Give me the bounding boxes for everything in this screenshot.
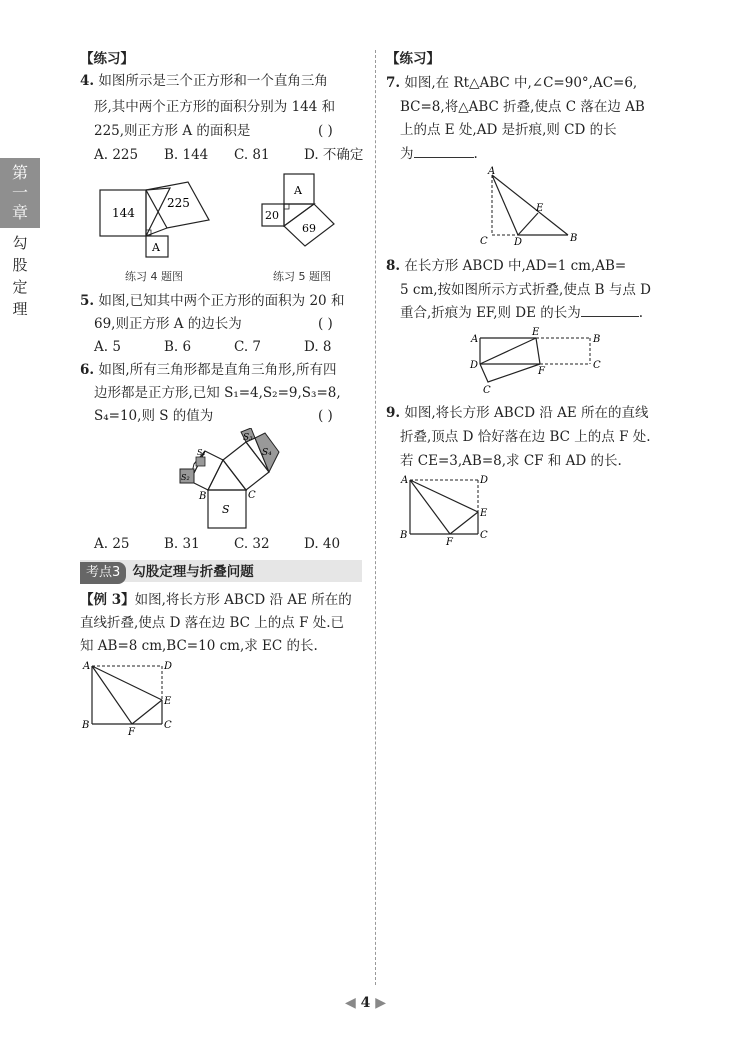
q5-line-1 xyxy=(80,290,344,312)
q5-text: 如图,已知其中两个正方形的面积为 20 和 xyxy=(98,293,345,309)
example3-label: 【例 3】 xyxy=(80,592,135,608)
q9-fig-label-c: C xyxy=(480,530,488,541)
q5-line-2: 69,则正方形 A 的边长为 xyxy=(94,316,242,332)
chapter-title-char: 股 xyxy=(12,256,28,274)
page-number-value: 4 xyxy=(360,995,371,1011)
q7-fig-label-b: B xyxy=(570,233,578,244)
q4-text: 如图所示是三个正方形和一个直角三角 xyxy=(98,73,328,89)
q8-line-1 xyxy=(386,255,626,277)
example3-line-1 xyxy=(80,589,352,611)
q5-paren: ( ) xyxy=(318,316,333,332)
q8-fig-label-c: C xyxy=(593,360,601,371)
column-divider xyxy=(375,50,376,985)
q9-fig-label-f: F xyxy=(446,537,453,548)
q9-fig-label-b: B xyxy=(400,530,408,541)
q4-figure xyxy=(95,180,220,260)
q8-fig-label-f: F xyxy=(538,366,545,377)
q6-option-d: D. 40 xyxy=(304,536,341,552)
q8-text: 重合,折痕为 EF,则 DE 的长为 xyxy=(400,305,581,321)
q5-option-c: C. 7 xyxy=(234,339,262,355)
topic-title: 勾股定理与折叠问题 xyxy=(132,564,254,580)
q8-number: 8. xyxy=(386,258,401,274)
example3-text: 如图,将长方形 ABCD 沿 AE 所在的 xyxy=(134,592,352,608)
q7-fig-label-e: E xyxy=(536,203,544,214)
q6-fig-label-s4: S₄ xyxy=(262,448,272,458)
example3-fig-label-a: A xyxy=(83,661,91,672)
q9-fig-label-a: A xyxy=(401,475,409,486)
chapter-char: 章 xyxy=(11,203,28,222)
q9-number: 9. xyxy=(386,405,401,421)
q6-text: 如图,所有三角形都是直角三角形,所有四 xyxy=(98,362,337,378)
q7-fig-label-d: D xyxy=(514,237,523,247)
q6-fig-label-s1: S₁ xyxy=(197,448,206,457)
q6-option-b: B. 31 xyxy=(164,536,200,552)
q4-option-a: A. 225 xyxy=(94,147,139,163)
q6-fig-label-s: S xyxy=(222,503,230,516)
q6-line-3: S₄=10,则 S 的值为 xyxy=(94,408,214,424)
q4-fig-label: A xyxy=(152,241,160,254)
q7-number: 7. xyxy=(386,75,401,91)
q4-line-1 xyxy=(80,70,328,92)
q8-line-3 xyxy=(400,302,643,324)
q6-line-2: 边形都是正方形,已知 S₁=4,S₂=9,S₃=8, xyxy=(94,385,341,401)
q4-option-c: C. 81 xyxy=(234,147,270,163)
q8-fig-label-b: B xyxy=(593,334,601,345)
q8-fig-label-d: D xyxy=(470,360,479,371)
q7-fig-label-c: C xyxy=(480,236,488,247)
example3-fig-label-b: B xyxy=(82,720,90,731)
q5-fig-label: 69 xyxy=(302,222,316,235)
next-arrow-icon: ▶ xyxy=(375,995,387,1011)
q4-line-3: 225,则正方形 A 的面积是 xyxy=(94,123,251,139)
chapter-title-char: 勾 xyxy=(12,234,28,252)
q8-fig-label-e: E xyxy=(532,327,540,338)
q4-fig-label: 144 xyxy=(112,206,135,220)
example3-figure xyxy=(80,656,180,738)
q8-text: 在长方形 ABCD 中,AD=1 cm,AB= xyxy=(404,258,627,274)
q5-figure xyxy=(258,172,338,264)
q6-fig-label-s2: S₂ xyxy=(181,473,190,482)
q4-fig-label: 225 xyxy=(167,196,190,210)
q6-fig-label-c: C xyxy=(248,490,256,501)
q6-line-1 xyxy=(80,359,336,381)
q9-line-1 xyxy=(386,402,649,424)
page-number xyxy=(345,995,386,1011)
q5-fig-label: 20 xyxy=(265,209,279,222)
q6-option-c: C. 32 xyxy=(234,536,270,552)
topic-banner xyxy=(80,560,362,582)
q4-number: 4. xyxy=(80,73,95,89)
q7-tail: . xyxy=(473,146,478,162)
q4-option-d: D. 不确定 xyxy=(304,147,364,163)
example3-fig-label-d: D xyxy=(164,661,173,672)
practice-header: 【练习】 xyxy=(80,51,134,67)
q7-text: 为 xyxy=(400,146,414,162)
q4-paren: ( ) xyxy=(318,123,333,139)
q4-caption: 练习 4 题图 xyxy=(125,270,183,283)
q7-line-3: 上的点 E 处,AD 是折痕,则 CD 的长 xyxy=(400,122,617,138)
q7-figure xyxy=(476,165,586,247)
q4-line-2: 形,其中两个正方形的面积分别为 144 和 xyxy=(94,99,336,115)
q5-caption: 练习 5 题图 xyxy=(273,270,331,283)
q8-answer-blank[interactable] xyxy=(581,302,639,317)
q5-fig-label: A xyxy=(294,184,302,197)
q6-fig-label-b: B xyxy=(199,491,207,502)
q9-line-3: 若 CE=3,AB=8,求 CF 和 AD 的长. xyxy=(400,453,622,469)
practice-header: 【练习】 xyxy=(386,51,440,67)
q7-answer-blank[interactable] xyxy=(414,143,474,158)
q6-number: 6. xyxy=(80,362,95,378)
q9-text: 如图,将长方形 ABCD 沿 AE 所在的直线 xyxy=(404,405,649,421)
q6-fig-label-s3: S₃ xyxy=(243,433,253,443)
q7-line-2: BC=8,将△ABC 折叠,使点 C 落在边 AB xyxy=(400,99,645,115)
q8-line-2: 5 cm,按如图所示方式折叠,使点 B 与点 D xyxy=(400,282,651,298)
q7-text: 如图,在 Rt△ABC 中,∠C=90°,AC=6, xyxy=(404,75,638,91)
q5-option-b: B. 6 xyxy=(164,339,192,355)
chapter-char: 一 xyxy=(11,183,28,202)
chapter-title-char: 理 xyxy=(12,300,28,318)
q7-line-1 xyxy=(386,72,637,94)
example3-fig-label-f: F xyxy=(128,727,135,738)
q5-option-a: A. 5 xyxy=(94,339,121,355)
example3-fig-label-e: E xyxy=(164,696,172,707)
q8-tail: . xyxy=(638,305,644,321)
chapter-title-char: 定 xyxy=(12,278,28,296)
q8-fig-label-c-folded: C xyxy=(483,385,491,396)
q8-fig-label-a: A xyxy=(471,334,479,345)
q9-line-2: 折叠,顶点 D 恰好落在边 BC 上的点 F 处. xyxy=(400,429,651,445)
q7-fig-label-a: A xyxy=(488,166,496,177)
example3-fig-label-c: C xyxy=(164,720,172,731)
q9-fig-label-d: D xyxy=(480,475,489,486)
chapter-title xyxy=(10,232,30,320)
q6-paren: ( ) xyxy=(318,408,333,424)
q5-option-d: D. 8 xyxy=(304,339,332,355)
prev-arrow-icon: ◀ xyxy=(345,995,356,1011)
q8-figure xyxy=(468,326,608,398)
topic-tag: 考点3 xyxy=(80,562,126,584)
q6-option-a: A. 25 xyxy=(94,536,130,552)
q5-number: 5. xyxy=(80,293,95,309)
q9-fig-label-e: E xyxy=(480,508,488,519)
chapter-char: 第 xyxy=(11,163,28,182)
q7-line-4 xyxy=(400,143,478,165)
example3-line-3: 知 AB=8 cm,BC=10 cm,求 EC 的长. xyxy=(80,638,318,654)
q6-figure xyxy=(175,428,285,530)
chapter-tab xyxy=(0,158,40,228)
example3-line-2: 直线折叠,使点 D 落在边 BC 上的点 F 处.已 xyxy=(80,615,345,631)
q4-option-b: B. 144 xyxy=(164,147,209,163)
q9-figure xyxy=(398,470,498,548)
